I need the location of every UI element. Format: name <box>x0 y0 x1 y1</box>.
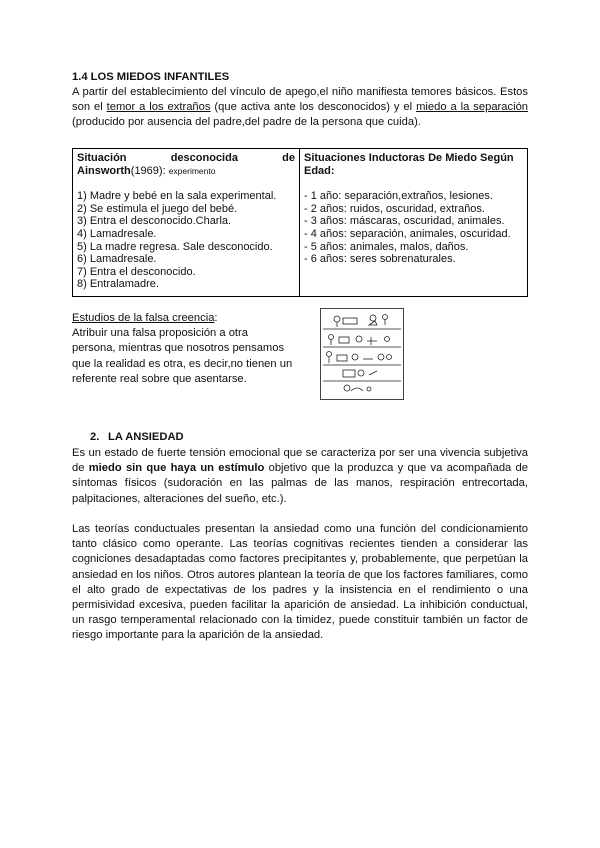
list-item: 2) Se estimula el juego del bebé. <box>77 202 238 215</box>
false-belief-line: persona, mientras que nosotros pensamos <box>72 342 285 355</box>
underlined-term: miedo a la separación <box>416 101 529 114</box>
anxiety-paragraph-1: Es un estado de fuerte tensión emocional que se caracteriza por ser una vivencia subjetiva de miedo sin que haya un estímulo objetivo que la produzca y que va acompañada de síntomas físicos (sudoración en las palmas de las manos, respiración entrecortada, palpitaciones, alteraciones del sueño, etc.). <box>72 447 528 505</box>
list-item: 7) Entra el desconocido. <box>77 265 196 278</box>
underlined-term: temor a los extraños <box>106 101 211 114</box>
fears-table <box>72 148 528 297</box>
list-item: - 1 año: separación,extraños, lesiones. <box>304 190 493 203</box>
bold-phrase: miedo sin que haya un estímulo <box>88 462 265 475</box>
ages-list <box>304 190 523 266</box>
section2-title: LA ANSIEDAD <box>108 431 184 443</box>
comic-strip-icon <box>321 309 403 399</box>
list-item: - 2 años: ruidos, oscuridad, extraños. <box>304 202 485 215</box>
false-belief-line: Atribuir una falsa proposición a otra <box>72 327 248 340</box>
list-item: - 3 años: máscaras, oscuridad, animales. <box>304 215 505 228</box>
false-belief-title: Estudios de la falsa creencia: <box>72 312 218 324</box>
list-item: 5) La madre regresa. Sale desconocido. <box>77 240 273 253</box>
list-item: - 5 años: animales, malos, daños. <box>304 240 469 253</box>
ainsworth-list <box>77 190 295 291</box>
ages-header: Situaciones Inductoras De Miedo Según Edad: <box>304 152 514 177</box>
false-belief-illustration <box>320 308 404 400</box>
list-item: 8) Entralamadre. <box>77 278 159 291</box>
list-item: 1) Madre y bebé en la sala experimental. <box>77 190 277 203</box>
false-belief-line: que la realidad es otra, es decir,no tienen un <box>72 357 293 370</box>
false-belief-block <box>72 311 312 387</box>
list-item: 6) Lamadresale. <box>77 253 157 266</box>
list-item: - 6 años: seres sobrenaturales. <box>304 253 456 266</box>
intro-paragraph: A partir del establecimiento del vínculo de apego,el niño manifiesta temores básicos. Estos son el temor a los extraños (que activa ante los desconocidos) y el miedo a la separación (producido por ausencia del padre,del padre de la persona que cuida). <box>72 86 529 129</box>
list-item: 4) Lamadresale. <box>77 227 157 240</box>
list-item: - 4 años: separación, animales, oscuridad. <box>304 227 511 240</box>
ainsworth-header: Situación desconocida de Ainsworth(1969): experimento <box>77 152 295 177</box>
ainsworth-cell <box>73 149 300 297</box>
section-title: 1.4 LOS MIEDOS INFANTILES <box>72 71 230 83</box>
false-belief-line: referente real sobre que asentarse. <box>72 372 247 385</box>
anxiety-paragraph-2: Las teorías conductuales presentan la ansiedad como una función del condicionamiento tanto clásico como operante. Las teorías cognitivas recientes tienden a considerar las cogniciones desadaptadas como factores precipitantes y, probablemente, que perpetúan la ansiedad en los niños. Otros autores plantean la teoría de que los factores familiares, como el alto grado de expectativas de los padres y la insistencia en el rendimiento o una permisividad excesiva, pueden facilitar la aparición de ansiedad. La inhibición conductual, un rasgo temperamental relacionado con la timidez, puede constituir también un factor de riesgo importante para la aparición de la ansiedad. <box>72 523 528 642</box>
section2-number: 2. <box>90 431 100 443</box>
ages-cell <box>300 149 528 297</box>
list-item: 3) Entra el desconocido.Charla. <box>77 215 232 228</box>
